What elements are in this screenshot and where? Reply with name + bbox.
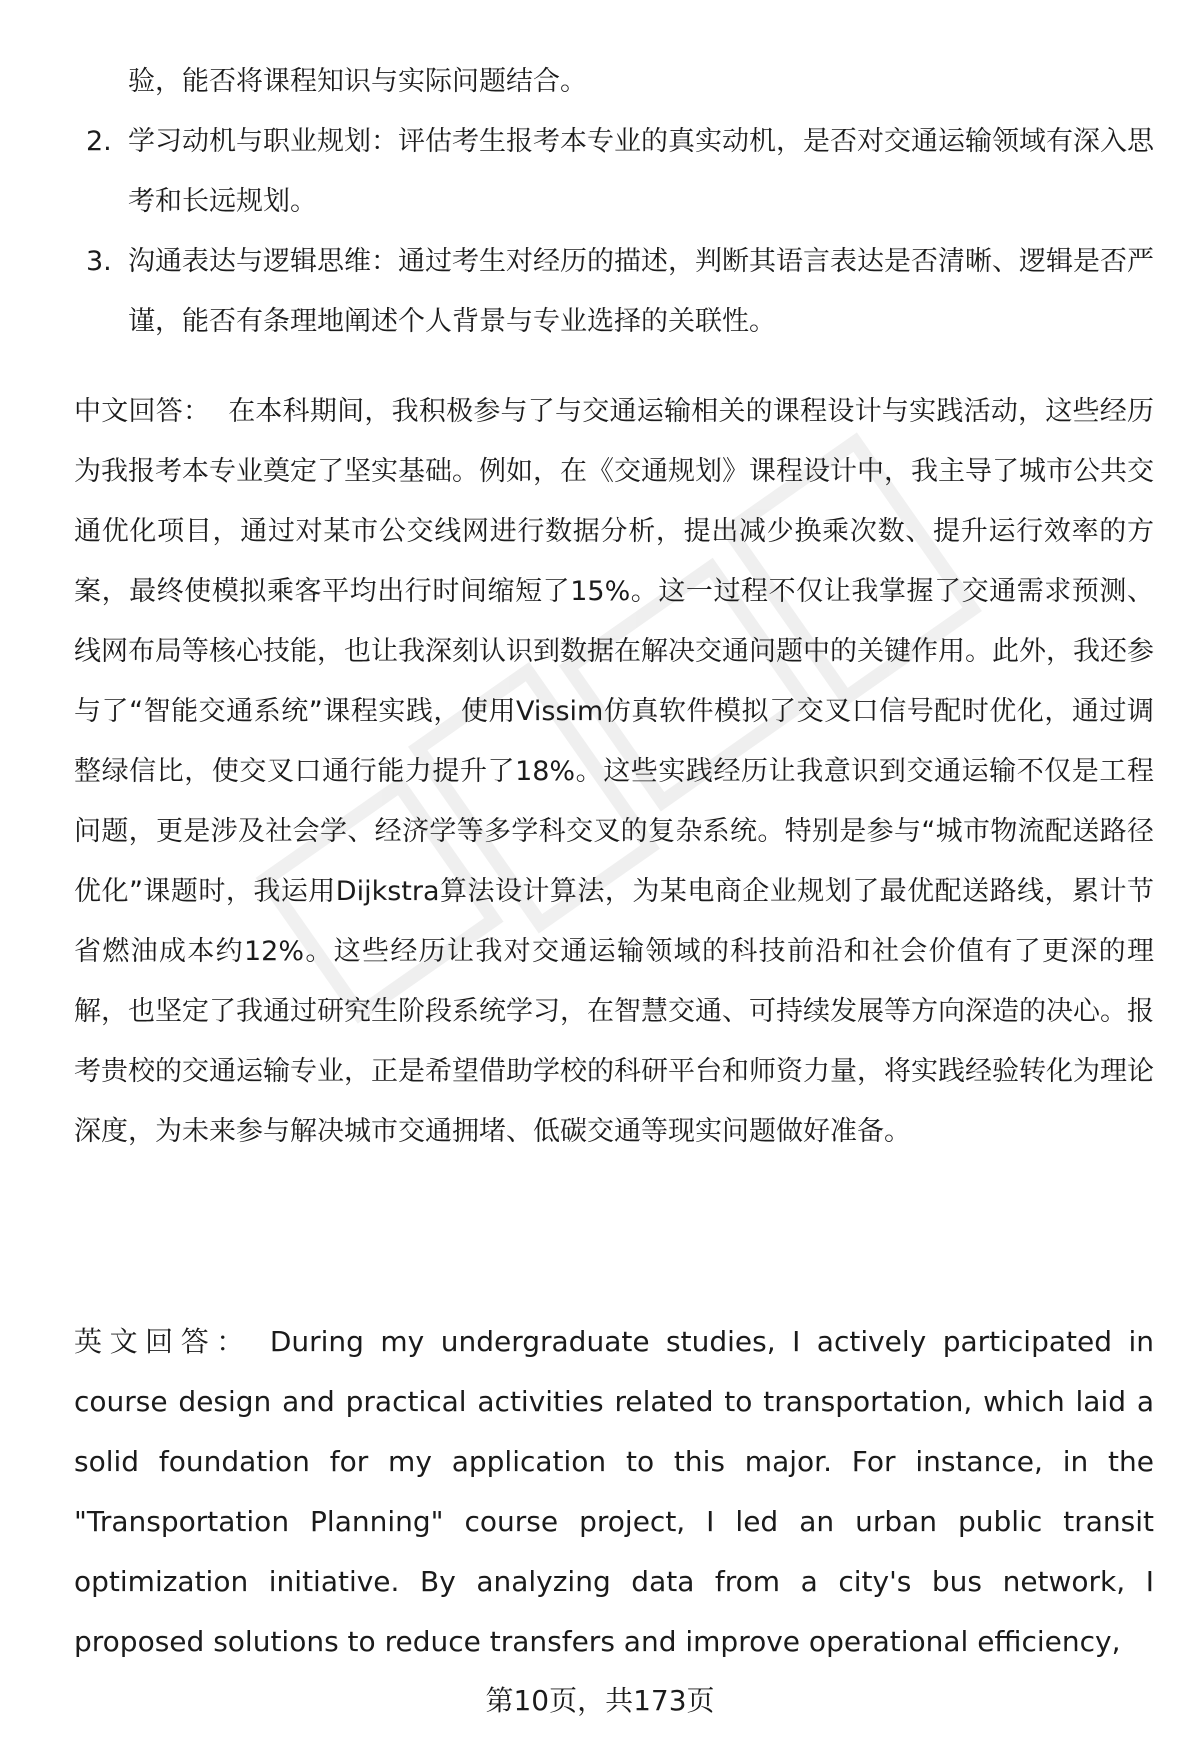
page-footer (0, 1681, 1200, 1721)
list-item-number: 2. (86, 126, 112, 157)
criteria-list (74, 52, 1154, 352)
chinese-answer-label: 中文回答： (74, 396, 211, 427)
chinese-answer-text: 在本科期间，我积极参与了与交通运输相关的课程设计与实践活动，这些经历为我报考本专业奠定了坚实基础。例如，在《交通规划》课程设计中，我主导了城市公共交通优化项目，通过对某市公交线网进行数据分析，提出减少换乘次数、提升运行效率的方案，最终使模拟乘客平均出行时间缩短了15%。这一过程不仅让我掌握了交通需求预测、线网布局等核心技能，也让我深刻认识到数据在解决交通问题中的关键作用。此外，我还参与了“智能交通系统”课程实践，使用Vissim仿真软件模拟了交叉口信号配时优化，通过调整绿信比，使交叉口通行能力提升了18%。这些实践经历让我意识到交通运输不仅是工程问题，更是涉及社会学、经济学等多学科交叉的复杂系统。特别是参与“城市物流配送路径优化”课题时，我运用Dijkstra算法设计算法，为某电商企业规划了最优配送路线，累计节省燃油成本约12%。这些经历让我对交通运输领域的科技前沿和社会价值有了更深的理解，也坚定了我通过研究生阶段系统学习，在智慧交通、可持续发展等方向深造的决心。报考贵校的交通运输专业，正是希望借助学校的科研平台和师资力量，将实践经验转化为理论深度，为未来参与解决城市交通拥堵、低碳交通等现实问题做好准备。 (74, 396, 1155, 1147)
english-answer-text: During my undergraduate studies, I actively participated in course design and practical activities related to transportation, which laid a solid foundation for my application to this major. For instance, in the "Transportation Planning" course project, I led an urban public transit optimization initiative. By analyzing data from a city's bus network, I proposed solutions to reduce transfers and improve operational efficiency, (74, 1325, 1154, 1658)
list-item-text: 学习动机与职业规划：评估考生报考本专业的真实动机，是否对交通运输领域有深入思考和长远规划。 (128, 126, 1154, 217)
english-answer-label: 英文回答： (74, 1325, 252, 1358)
list-continuation-text: 验，能否将课程知识与实际问题结合。 (128, 66, 587, 97)
english-answer-paragraph (74, 1312, 1154, 1672)
list-item (74, 232, 1154, 352)
list-item-text: 沟通表达与逻辑思维：通过考生对经历的描述，判断其语言表达是否清晰、逻辑是否严谨，能否有条理地阐述个人背景与专业选择的关联性。 (128, 246, 1154, 337)
chinese-answer-paragraph (74, 382, 1154, 1162)
list-item-number: 3. (86, 246, 112, 277)
list-item (74, 112, 1154, 232)
list-continuation (74, 52, 1154, 112)
page-number: 第10页，共173页 (485, 1684, 715, 1717)
